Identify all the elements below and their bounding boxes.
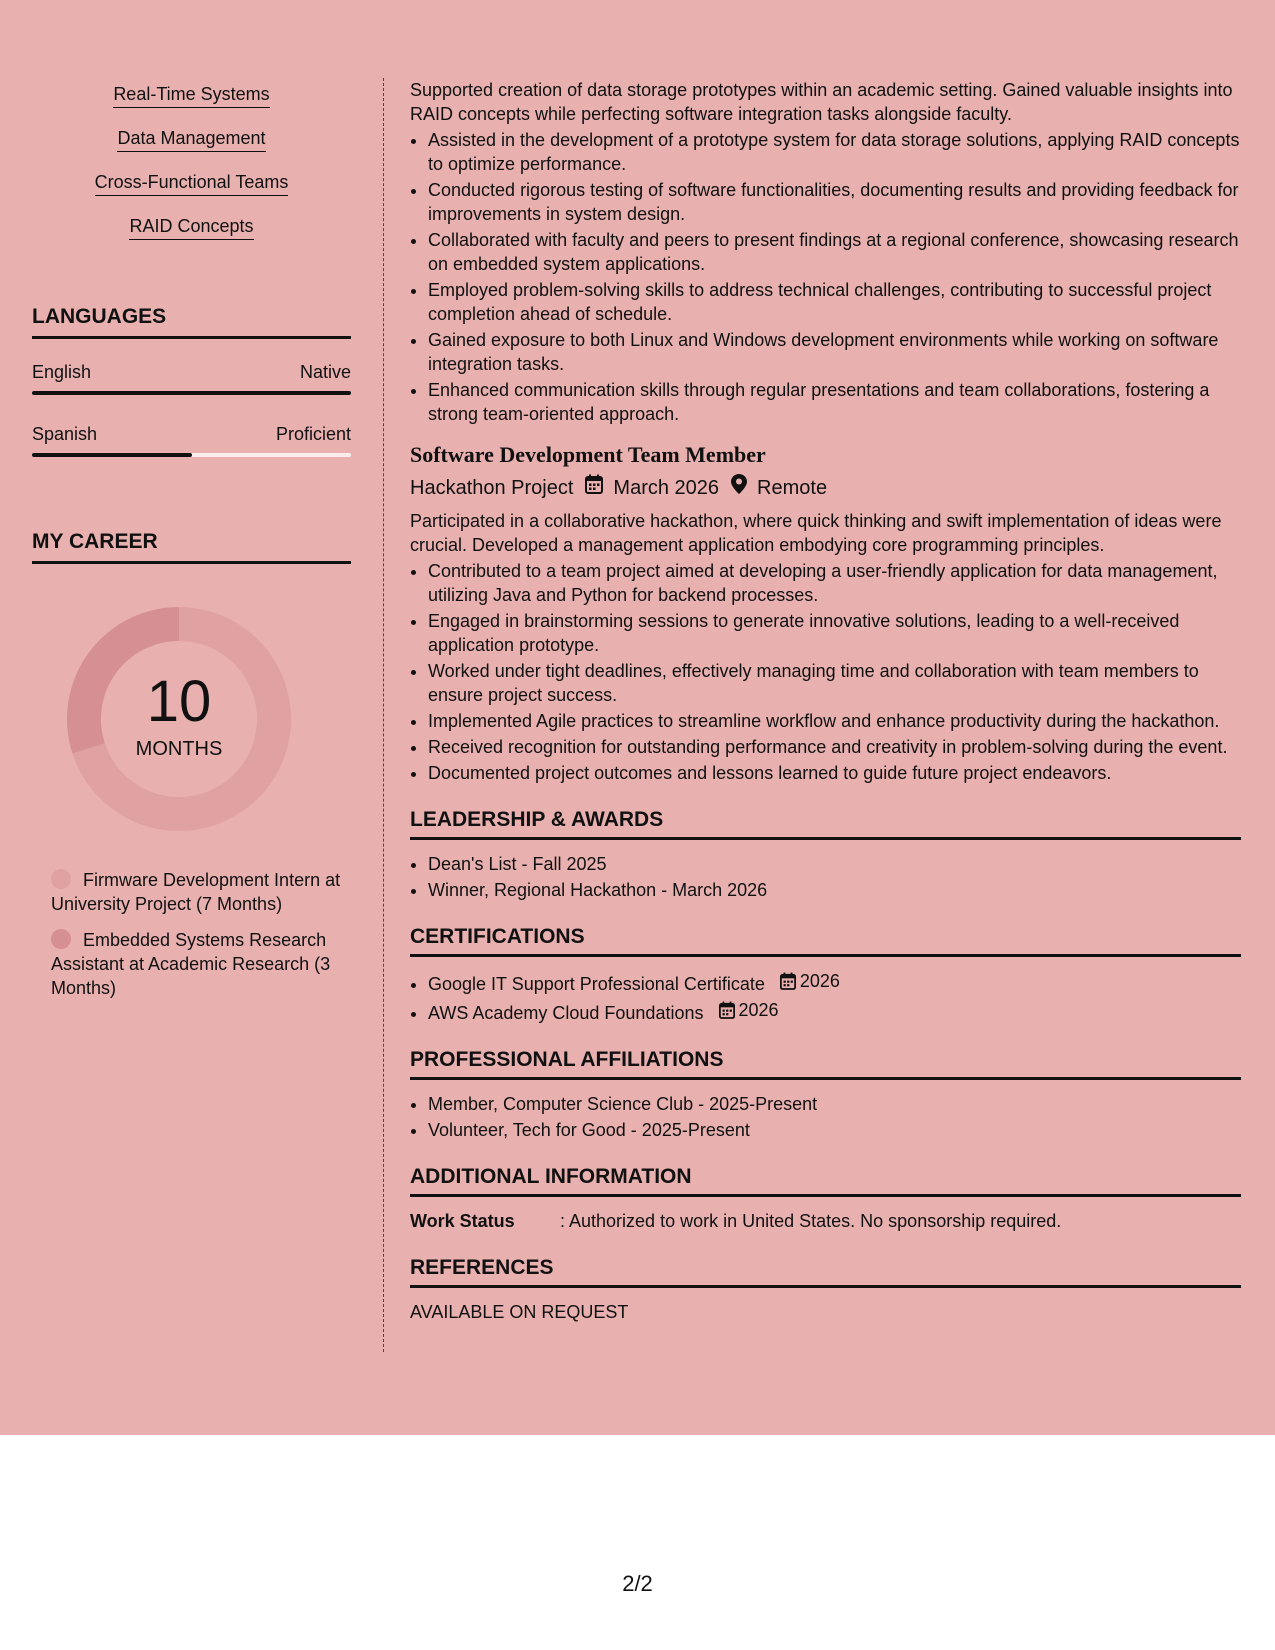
job-bullet: • Collaborated with faculty and peers to present findings at a regional conference, showcasing research on embedded system applications. — [428, 228, 1241, 276]
certification-year: 2026 — [799, 971, 840, 991]
certification-item — [428, 969, 1241, 996]
skills-list — [32, 84, 351, 260]
job-bullet: • Contributed to a team project aimed at developing a user-friendly application for data management, utilizing Java and Python for backend processes. — [428, 559, 1241, 607]
job-summary: Participated in a collaborative hackathon, where quick thinking and swift implementation of ideas were crucial. Developed a management application embodying core programming principles. — [410, 511, 1222, 555]
calendar-icon — [719, 1001, 735, 1019]
job-date: March 2026 — [613, 476, 720, 499]
career-legend-item — [51, 868, 341, 916]
affiliation-item: • Volunteer, Tech for Good - 2025-Present — [428, 1118, 1241, 1142]
leadership-item: • Dean's List - Fall 2025 — [428, 852, 1241, 876]
job-bullet: • Engaged in brainstorming sessions to generate innovative solutions, leading to a well-received application prototype. — [428, 609, 1241, 657]
job-location: Remote — [757, 476, 828, 499]
skill-tag: Data Management — [117, 128, 265, 152]
certification-item — [428, 998, 1241, 1025]
language-level-fill — [32, 453, 192, 457]
job-company: Hackathon Project — [410, 476, 574, 499]
job-bullet: • Conducted rigorous testing of software functionalities, documenting results and providing feedback for improvements in system design. — [428, 178, 1241, 226]
job-bullet: • Implemented Agile practices to streamline workflow and enhance productivity during the hackathon. — [428, 709, 1241, 733]
language-name: English — [32, 362, 92, 382]
languages-heading: LANGUAGES — [32, 304, 351, 339]
leadership-item: • Winner, Regional Hackathon - March 2026 — [428, 878, 1241, 902]
page-number: 2/2 — [622, 1571, 653, 1596]
job-bullet: • Worked under tight deadlines, effectively managing time and collaboration with team members to ensure project success. — [428, 659, 1241, 707]
career-legend-label: Firmware Development Intern at University Project (7 Months) — [51, 870, 341, 914]
legend-dot — [51, 929, 71, 949]
language-level-bar — [32, 391, 351, 395]
job-bullets — [410, 128, 1241, 426]
calendar-icon — [585, 474, 603, 501]
job-bullet: • Documented project outcomes and lessons learned to guide future project endeavors. — [428, 761, 1241, 785]
skill-tag: RAID Concepts — [129, 216, 253, 240]
work-status-value: : Authorized to work in United States. No sponsorship required. — [560, 1211, 1062, 1231]
job-summary: Supported creation of data storage prototypes within an academic setting. Gained valuable insights into RAID concepts while perfecting software integration tasks alongside faculty. — [410, 80, 1233, 124]
language-level: Native — [299, 362, 351, 382]
career-section — [32, 529, 351, 1000]
career-total-number: 10 — [146, 669, 212, 734]
language-level-bar — [32, 453, 351, 457]
career-legend-label: Embedded Systems Research Assistant at Academic Research (3 Months) — [51, 930, 331, 998]
career-heading: MY CAREER — [32, 529, 351, 564]
calendar-icon — [780, 972, 796, 990]
job-bullets — [410, 559, 1241, 785]
certifications-heading: CERTIFICATIONS — [410, 924, 1241, 957]
certification-name: AWS Academy Cloud Foundations — [428, 1003, 704, 1023]
career-total-unit: MONTHS — [135, 738, 223, 760]
work-status-row — [410, 1209, 1241, 1233]
certification-name: Google IT Support Professional Certificate — [428, 974, 765, 994]
references-text: AVAILABLE ON REQUEST — [410, 1302, 629, 1322]
language-level: Proficient — [275, 424, 351, 444]
job-bullet: • Assisted in the development of a prototype system for data storage solutions, applying RAID concepts to optimize performance. — [428, 128, 1241, 176]
leadership-heading: LEADERSHIP & AWARDS — [410, 807, 1241, 840]
career-legend — [32, 868, 341, 1000]
affiliations-list — [410, 1092, 1241, 1142]
job-bullet: • Gained exposure to both Linux and Windows development environments while working on software integration tasks. — [428, 328, 1241, 376]
affiliations-heading: PROFESSIONAL AFFILIATIONS — [410, 1047, 1241, 1080]
job-meta — [410, 474, 1241, 501]
additional-info-heading: ADDITIONAL INFORMATION — [410, 1164, 1241, 1197]
language-name: Spanish — [32, 424, 98, 444]
languages-section — [32, 304, 351, 457]
job-title: Software Development Team Member — [410, 442, 766, 467]
language-item — [32, 361, 351, 395]
certification-year: 2026 — [738, 1000, 779, 1020]
job-bullet: • Employed problem-solving skills to address technical challenges, contributing to successful project completion ahead of schedule. — [428, 278, 1241, 326]
location-pin-icon — [731, 474, 747, 501]
certifications-list — [410, 969, 1241, 1025]
language-level-fill — [32, 391, 351, 395]
references-heading: REFERENCES — [410, 1255, 1241, 1288]
job-bullet: • Enhanced communication skills through regular presentations and team collaborations, fostering a strong team-oriented approach. — [428, 378, 1241, 426]
main-content — [383, 78, 1241, 1352]
affiliation-item: • Member, Computer Science Club - 2025-Present — [428, 1092, 1241, 1116]
skill-tag: Real-Time Systems — [113, 84, 269, 108]
legend-dot — [51, 869, 71, 889]
skill-tag: Cross-Functional Teams — [95, 172, 289, 196]
career-donut-chart — [64, 604, 294, 834]
career-legend-item — [51, 928, 341, 1000]
job-bullet: • Received recognition for outstanding performance and creativity in problem-solving during the event. — [428, 735, 1241, 759]
leadership-list — [410, 852, 1241, 902]
language-item — [32, 423, 351, 457]
work-status-label: Work Status — [410, 1211, 515, 1231]
sidebar — [32, 78, 351, 1012]
